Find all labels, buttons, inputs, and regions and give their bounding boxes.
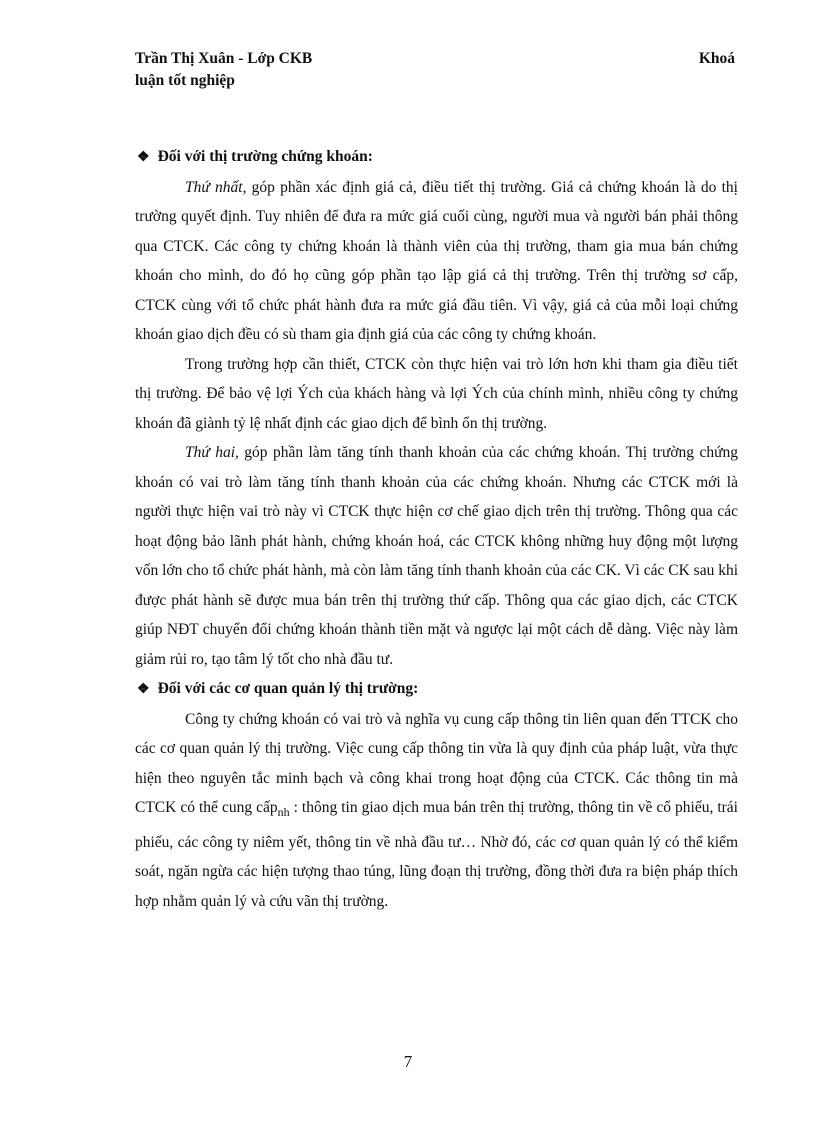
section-heading-regulators [135, 674, 738, 705]
paragraph-lead: Thứ nhất, [185, 178, 247, 196]
diamond-bullet-icon: ❖ [137, 150, 150, 165]
section-heading-stock-market [135, 142, 738, 173]
heading-text: Đối với các cơ quan quản lý thị trường: [157, 680, 419, 697]
header-right: Khoá [698, 50, 735, 67]
page-header [135, 48, 735, 92]
document-body [135, 142, 738, 916]
paragraph-2 [135, 350, 738, 439]
header-subtitle: luận tốt nghiệp [135, 72, 235, 89]
page-number: 7 [403, 1052, 413, 1071]
paragraph-text: góp phần làm tăng tính thanh khoản của các chứng khoán. Thị trường chứng khoán có vai trò làm tăng tính thanh khoản của các chứng khoán. Nhưng các CTCK mới là người thực hiện vai trò này vì CTCK thực hiện cơ chế giao dịch trên thị trường. Thông qua các hoạt động bảo lãnh phát hành, chứng khoán hoá, các CTCK không những huy động một lượng vốn lớn cho tổ chức phát hành, mà còn làm tăng tính thanh khoản của các CK. Vì các CK sau khi được phát hành sẽ được mua bán trên thị trường thứ cấp. Thông qua các giao dịch, các CTCK giúp NĐT chuyển đổi chứng khoán thành tiền mặt và ngược lại một cách dễ dàng. Việc này làm giảm rủi ro, tạo tâm lý tốt cho nhà đầu tư. [135, 444, 739, 668]
diamond-bullet-icon: ❖ [137, 682, 150, 697]
paragraph-text: Trong trường hợp cần thiết, CTCK còn thực hiện vai trò lớn hơn khi tham gia điều tiết thị trường. Để bảo vệ lợi Ých của khách hàng và lợi Ých của chính mình, nhiều công ty chứng khoán đã giành tỷ lệ nhất định các giao dịch để bình ổn thị trường. [135, 355, 738, 432]
paragraph-1 [135, 173, 738, 350]
paragraph-text: góp phần xác định giá cả, điều tiết thị trường. Giá cả chứng khoán là do thị trường quyết định. Tuy nhiên để đưa ra mức giá cuối cùng, người mua và người bán phải thông qua CTCK. Các công ty chứng khoán là thành viên của thị trường, tham gia mua bán chứng khoán cho mình, do đó họ cũng góp phần tạo lập giá cả thị trường. Trên thị trường sơ cấp, CTCK cùng với tổ chức phát hành đưa ra mức giá đầu tiên. Vì vậy, giá cả của mỗi loại chứng khoán giao dịch đều có sù tham gia định giá của các công ty chứng khoán. [135, 178, 738, 343]
paragraph-lead: Thứ hai, [185, 444, 239, 461]
paragraph-4 [135, 705, 738, 917]
heading-text: Đối với thị trường chứng khoán: [157, 148, 373, 165]
paragraph-subscript: nh [277, 805, 290, 819]
paragraph-text-continued: : thông tin giao dịch mua bán trên thị trường, thông tin về cổ phiếu, trái phiếu, các công ty niêm yết, thông tin về nhà đầu tư… Nhờ đó, các cơ quan quản lý có thể kiểm soát, ngăn ngừa các hiện tượng thao túng, lũng đoạn thị trường, đồng thời đưa ra biện pháp thích hợp nhằm quản lý và cứu vãn thị trường. [135, 799, 738, 910]
paragraph-3 [135, 438, 738, 674]
paragraph-text: Công ty chứng khoán có vai trò và nghĩa vụ cung cấp thông tin liên quan đến TTCK cho các cơ quan quản lý thị trường. Việc cung cấp thông tin vừa là quy định của pháp luật, vừa thực hiện theo nguyên tắc minh bạch và công khai trong hoạt động của CTCK. Các thông tin mà CTCK có thể cung cấp [135, 710, 738, 816]
header-author: Trần Thị Xuân - Lớp CKB [135, 50, 313, 67]
